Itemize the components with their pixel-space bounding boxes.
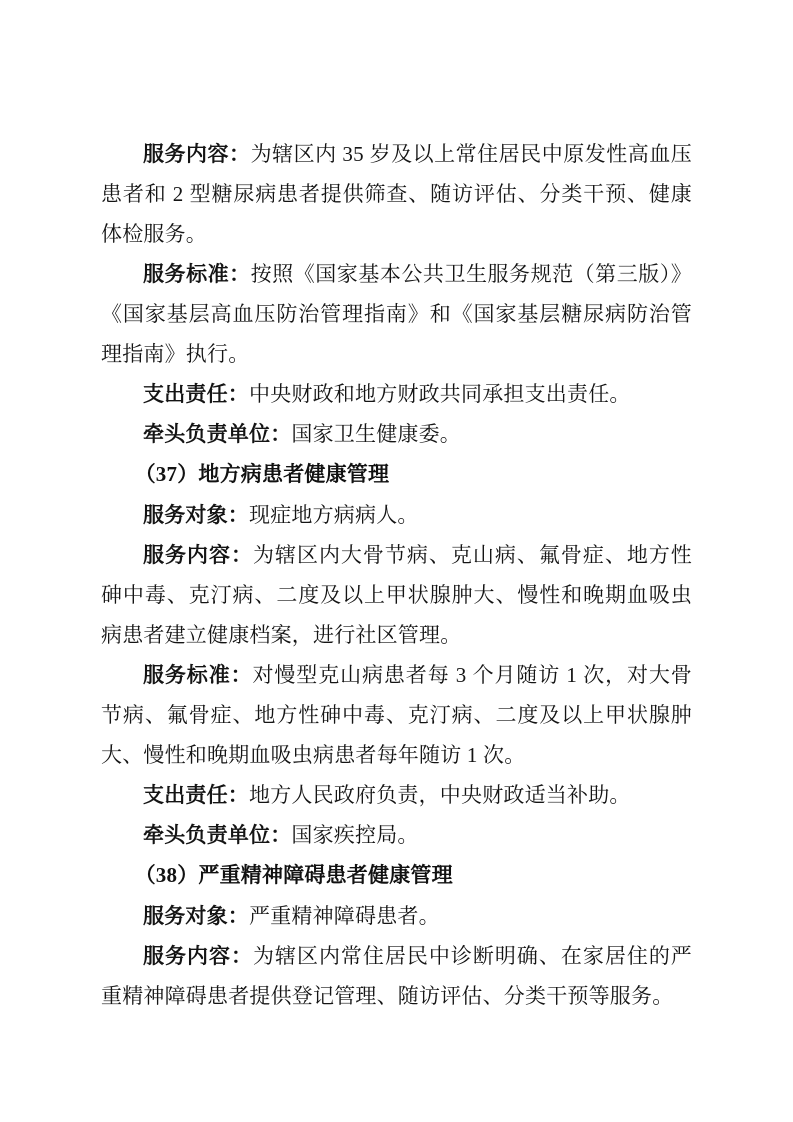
field-label: 支出责任：	[143, 382, 249, 406]
field-label: 牵头负责单位：	[143, 422, 292, 446]
paragraph	[101, 535, 692, 655]
field-text: 为辖区内 35 岁及以上常住居民中原发性高血压患者和 2 型糖尿病患者提供筛查、随访评估、分类干预、健康体检服务。	[101, 142, 692, 246]
paragraph	[101, 374, 692, 414]
section-title: 地方病患者健康管理	[198, 463, 390, 486]
field-label: 服务对象：	[143, 904, 249, 928]
field-text: 国家疾控局。	[291, 823, 419, 847]
field-label: 服务标准：	[143, 663, 253, 687]
paragraph	[101, 414, 692, 454]
paragraph	[101, 254, 692, 374]
paragraph	[101, 815, 692, 855]
section-title: 严重精神障碍患者健康管理	[198, 864, 453, 887]
paragraph	[101, 775, 692, 815]
field-text: 严重精神障碍患者。	[249, 904, 440, 928]
field-label: 支出责任：	[143, 783, 249, 807]
field-text: 现症地方病病人。	[249, 503, 419, 527]
field-label: 服务内容：	[143, 944, 253, 968]
paragraph	[101, 936, 692, 1016]
section-heading	[101, 855, 692, 896]
field-text: 国家卫生健康委。	[291, 422, 462, 446]
paragraph	[101, 896, 692, 936]
field-label: 服务对象：	[143, 503, 249, 527]
document-body	[101, 134, 692, 1016]
section-number: （38）	[134, 863, 199, 887]
field-label: 牵头负责单位：	[143, 823, 292, 847]
field-text: 对慢型克山病患者每 3 个月随访 1 次，对大骨节病、氟骨症、地方性砷中毒、克汀病、二度及以上甲状腺肿大、慢性和晚期血吸虫病患者每年随访 1 次。	[101, 663, 692, 767]
field-text: 按照《国家基本公共卫生服务规范（第三版）》《国家基层高血压防治管理指南》和《国家基层糖尿病防治管理指南》执行。	[101, 262, 693, 366]
field-text: 中央财政和地方财政共同承担支出责任。	[249, 382, 631, 406]
paragraph	[101, 134, 692, 254]
paragraph	[101, 655, 692, 775]
field-label: 服务内容：	[143, 142, 251, 166]
section-heading	[101, 454, 692, 495]
section-number: （37）	[134, 462, 199, 486]
field-label: 服务内容：	[143, 543, 253, 567]
field-text: 为辖区内大骨节病、克山病、氟骨症、地方性砷中毒、克汀病、二度及以上甲状腺肿大、慢性和晚期血吸虫病患者建立健康档案，进行社区管理。	[101, 543, 693, 647]
paragraph	[101, 495, 692, 535]
field-text: 地方人民政府负责，中央财政适当补助。	[249, 783, 631, 807]
field-label: 服务标准：	[143, 262, 251, 286]
field-text: 为辖区内常住居民中诊断明确、在家居住的严重精神障碍患者提供登记管理、随访评估、分类干预等服务。	[101, 944, 693, 1008]
